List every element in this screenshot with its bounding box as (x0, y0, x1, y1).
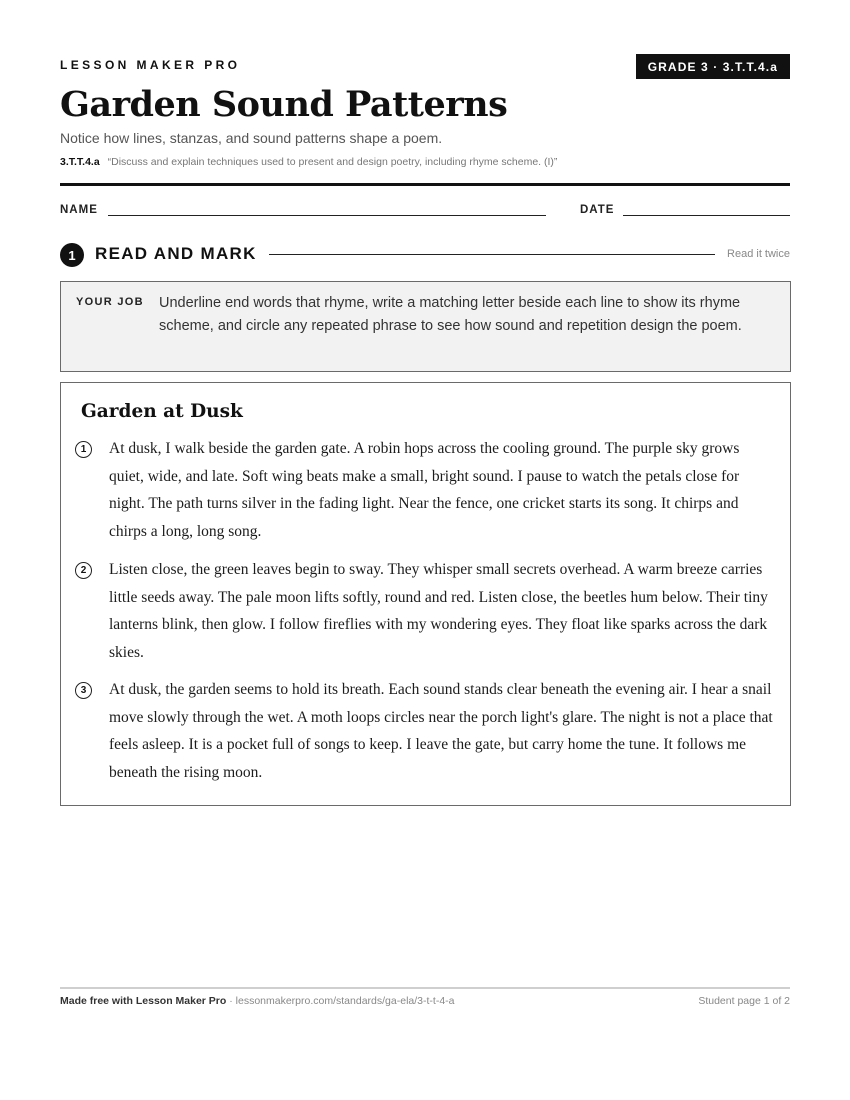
footer-maker: Made free with Lesson Maker Pro (60, 995, 227, 1007)
brand-name: LESSON MAKER PRO (60, 58, 241, 72)
stanza-number: 1 (75, 441, 92, 458)
standard-text: “Discuss and explain techniques used to present and design poetry, including rhyme scheme. (I)” (107, 156, 558, 168)
page-title: Garden Sound Patterns (60, 84, 508, 125)
page-indicator: Student page 1 of 2 (698, 995, 790, 1007)
page-subtitle: Notice how lines, stanzas, and sound patterns shape a poem. (60, 130, 443, 146)
section-rule (269, 254, 715, 255)
section-note: Read it twice (727, 248, 790, 260)
footer-credit (60, 995, 455, 1007)
stanza-number: 2 (75, 562, 92, 579)
standard-line (60, 156, 557, 168)
grade-badge: GRADE 3 · 3.T.T.4.a (636, 54, 790, 79)
footer-url[interactable]: · lessonmakerpro.com/standards/ga-ela/3-t-t-4-a (229, 995, 455, 1007)
name-field[interactable] (108, 215, 546, 216)
date-label: DATE (580, 204, 615, 216)
instructions-box (60, 281, 791, 372)
section-title: READ AND MARK (95, 244, 257, 263)
stanza-text: At dusk, I walk beside the garden gate. A robin hops across the cooling ground. The purple sky grows quiet, wide, and late. Soft wing beats make a small, bright sound. I pause to watch the petals close for night. The path turns silver in the fading light. Near the fence, one cricket starts its song. It chirps and chirps a long, long song. (109, 440, 740, 540)
stanza-number: 3 (75, 682, 92, 699)
date-field[interactable] (623, 215, 790, 216)
instructions-label: YOUR JOB (76, 296, 144, 308)
step-number-badge: 1 (60, 243, 84, 267)
poem-title: Garden at Dusk (81, 401, 243, 422)
standard-code: 3.T.T.4.a (60, 156, 100, 168)
footer-divider (60, 987, 790, 989)
section-heading (60, 242, 790, 266)
stanza-text: At dusk, the garden seems to hold its breath. Each sound stands clear beneath the evening air. I hear a snail move slowly through the wet. A moth loops circles near the porch light's glare. The night is not a place that feels asleep. It is a pocket full of songs to keep. I leave the gate, but carry home the tune. It follows me beneath the rising moon. (109, 681, 773, 781)
instructions-text: Underline end words that rhyme, write a matching letter beside each line to show its rhyme scheme, and circle any repeated phrase to see how sound and repetition design the poem. (159, 295, 742, 334)
stanza-text: Listen close, the green leaves begin to sway. They whisper small secrets overhead. A warm breeze carries little seeds away. The pale moon lifts softly, round and red. Listen close, the beetles hum below. Their tiny lanterns blink, then glow. I follow fireflies with my wondering eyes. They float like sparks across the dark skies. (109, 561, 768, 661)
header-divider (60, 183, 790, 186)
name-label: NAME (60, 204, 98, 216)
poem-box (60, 382, 791, 806)
